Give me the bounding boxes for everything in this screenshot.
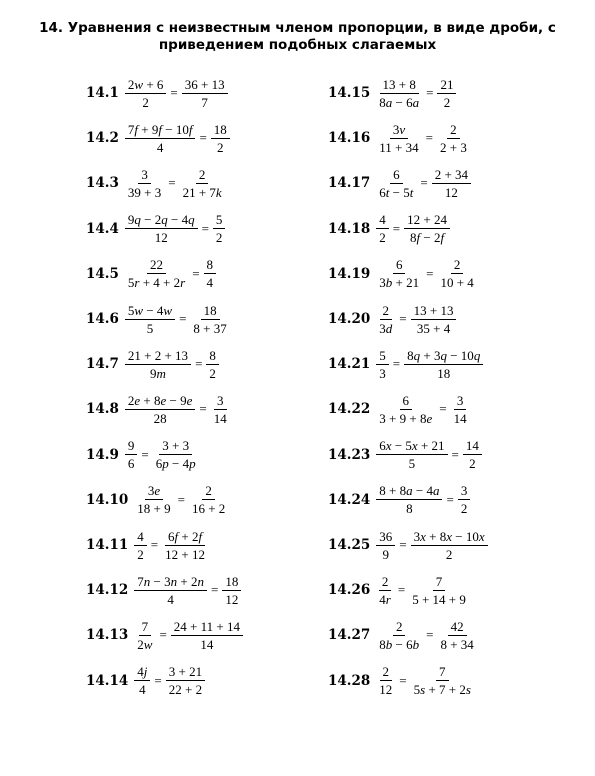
numerator: 14	[463, 437, 482, 455]
proportion-equation	[125, 76, 228, 111]
title-line-1: 14. Уравнения с неизвестным членом пропорции, в виде дроби, с	[39, 20, 556, 36]
problem-number: 14.15	[328, 85, 371, 101]
equals-sign: =	[192, 265, 200, 281]
problem-item	[328, 254, 477, 294]
problem-item	[328, 389, 470, 429]
numerator: 8q + 3q − 10q	[404, 347, 483, 365]
denominator: 12	[225, 591, 239, 607]
denominator: 10 + 4	[440, 275, 474, 291]
denominator: 4	[167, 591, 174, 607]
numerator: 3 + 21	[166, 663, 205, 681]
left-fraction	[376, 256, 422, 291]
equals-sign: =	[154, 672, 162, 688]
equals-sign: =	[168, 175, 176, 191]
denominator: 5s + 7 + 2s	[413, 682, 471, 698]
numerator: 5w − 4w	[125, 302, 175, 320]
denominator: 2	[460, 501, 468, 517]
proportion-equation	[376, 437, 482, 472]
equals-sign: =	[397, 582, 406, 598]
right-fraction	[404, 347, 483, 382]
proportion-equation	[134, 573, 241, 608]
numerator: 4j	[134, 663, 150, 681]
proportion-equation	[376, 302, 456, 337]
left-fraction	[125, 256, 188, 291]
numerator: 7	[433, 573, 446, 591]
denominator: 2	[445, 546, 453, 562]
problem-number: 14.1	[86, 85, 119, 101]
left-fraction	[134, 573, 207, 608]
problem-number: 14.19	[328, 265, 371, 282]
numerator: 7	[436, 663, 449, 681]
problem-number: 14.18	[328, 220, 371, 237]
equals-sign: =	[199, 130, 207, 146]
problem-item	[86, 118, 230, 158]
problem-item	[328, 163, 471, 203]
numerator: 2w + 6	[125, 76, 167, 94]
denominator: 14	[200, 636, 214, 652]
left-fraction	[125, 347, 191, 382]
numerator: 6x − 5x + 21	[376, 437, 447, 455]
numerator: 8	[206, 347, 219, 365]
problem-number: 14.17	[328, 175, 371, 192]
numerator: 2	[379, 573, 392, 591]
numerator: 18	[222, 573, 241, 591]
denominator: 8 + 37	[193, 320, 227, 336]
numerator: 2	[393, 618, 406, 636]
denominator: 5	[408, 456, 416, 472]
denominator: 2	[217, 139, 224, 155]
numerator: 4	[376, 211, 389, 229]
right-fraction	[437, 121, 470, 156]
denominator: 4r	[379, 591, 391, 607]
problem-number: 14.10	[86, 491, 129, 508]
proportion-equation	[376, 663, 474, 698]
problem-number: 14.26	[328, 582, 371, 599]
problem-item	[86, 209, 225, 249]
problem-item	[328, 615, 477, 655]
right-fraction	[206, 347, 219, 382]
numerator: 2	[380, 663, 393, 681]
proportion-equation	[125, 347, 219, 382]
left-fraction	[125, 302, 175, 337]
denominator: 2	[142, 94, 149, 110]
problem-number: 14.13	[86, 627, 129, 644]
equals-sign: =	[399, 311, 407, 326]
denominator: 12	[379, 682, 393, 698]
left-fraction	[125, 437, 138, 472]
problem-number: 14.2	[86, 130, 119, 147]
left-fraction	[376, 437, 447, 472]
right-fraction	[437, 76, 456, 111]
numerator: 21	[437, 76, 456, 94]
problem-item	[328, 435, 482, 475]
proportion-equation	[376, 166, 471, 201]
problem-item	[86, 299, 230, 339]
equals-sign: =	[392, 356, 401, 372]
numerator: 3	[454, 392, 467, 410]
denominator: 14	[213, 410, 227, 426]
problem-item	[328, 570, 469, 610]
problem-item	[86, 254, 216, 294]
proportion-equation	[134, 618, 243, 653]
problem-number: 14.23	[328, 446, 371, 463]
problem-item	[328, 344, 483, 384]
left-fraction	[376, 121, 421, 156]
problem-item	[86, 73, 228, 113]
denominator: 7	[201, 94, 208, 110]
problem-item	[86, 344, 219, 384]
denominator: 9m	[150, 365, 166, 381]
denominator: 8 + 34	[440, 636, 474, 652]
denominator: 2	[209, 365, 216, 381]
denominator: 12	[154, 230, 168, 246]
right-fraction	[463, 437, 482, 472]
denominator: 4	[139, 682, 146, 698]
problem-item	[328, 480, 470, 520]
right-fraction	[409, 573, 469, 608]
problem-number: 14.20	[328, 311, 371, 327]
proportion-equation	[125, 211, 226, 246]
denominator: 12	[444, 184, 458, 200]
equals-sign: =	[195, 356, 203, 372]
problem-item	[86, 163, 225, 203]
denominator: 5	[146, 320, 154, 336]
equals-sign: =	[141, 446, 149, 462]
denominator: 4	[156, 139, 164, 155]
problem-number: 14.9	[86, 446, 119, 463]
numerator: 5	[213, 211, 226, 229]
problem-item	[328, 118, 470, 158]
title-line-2: приведением подобных слагаемых	[158, 37, 437, 53]
denominator: 8f − 2f	[410, 230, 445, 246]
problem-number: 14.28	[328, 672, 371, 689]
numerator: 2	[196, 166, 209, 184]
proportion-equation	[125, 302, 230, 337]
denominator: 18	[437, 365, 451, 381]
left-fraction	[134, 663, 150, 698]
denominator: 6p − 4p	[155, 456, 196, 472]
numerator: 13 + 8	[380, 76, 419, 94]
right-fraction	[411, 663, 474, 698]
equals-sign: =	[425, 130, 433, 146]
right-fraction	[437, 618, 476, 653]
right-fraction	[404, 211, 450, 246]
proportion-equation	[125, 256, 216, 291]
numerator: 7	[139, 618, 152, 636]
right-fraction	[411, 302, 457, 337]
proportion-equation	[376, 482, 470, 517]
numerator: 3 + 3	[159, 437, 192, 455]
problem-number: 14.12	[86, 582, 129, 599]
problem-item	[86, 389, 230, 429]
numerator: 36 + 13	[182, 76, 228, 94]
right-fraction	[162, 528, 208, 563]
problem-item	[86, 570, 241, 610]
left-fraction	[376, 76, 422, 111]
problem-item	[86, 435, 199, 475]
denominator: 9	[382, 546, 390, 562]
left-fraction	[376, 663, 395, 698]
numerator: 2	[451, 256, 464, 274]
left-fraction	[376, 618, 422, 653]
left-fraction	[125, 166, 164, 201]
denominator: 8b − 6b	[379, 636, 420, 652]
denominator: 39 + 3	[127, 184, 162, 200]
left-fraction	[376, 392, 435, 427]
numerator: 3e	[145, 482, 163, 500]
problem-number: 14.8	[86, 401, 119, 418]
numerator: 7n − 3n + 2n	[134, 573, 207, 591]
proportion-equation	[125, 121, 230, 156]
problem-number: 14.11	[86, 537, 129, 553]
proportion-equation	[376, 347, 483, 382]
left-fraction	[125, 76, 167, 111]
denominator: 8a − 6a	[379, 94, 420, 110]
equals-sign: =	[179, 311, 187, 326]
right-fraction	[222, 573, 241, 608]
problem-item	[328, 209, 450, 249]
proportion-equation	[376, 392, 469, 427]
left-fraction	[125, 211, 198, 246]
numerator: 2e + 8e − 9e	[125, 392, 196, 410]
numerator: 7f + 9f − 10f	[125, 121, 196, 139]
equals-sign: =	[399, 537, 407, 552]
right-fraction	[458, 482, 471, 517]
denominator: 4	[206, 275, 214, 291]
right-fraction	[189, 482, 228, 517]
numerator: 2	[447, 121, 460, 139]
problem-item	[86, 661, 205, 701]
problem-item	[328, 73, 456, 113]
right-fraction	[180, 166, 225, 201]
right-fraction	[211, 392, 230, 427]
numerator: 3	[458, 482, 471, 500]
problem-item	[86, 525, 208, 565]
numerator: 21 + 2 + 13	[125, 347, 191, 365]
problem-number: 14.21	[328, 356, 371, 373]
numerator: 8 + 8a − 4a	[376, 482, 442, 500]
numerator: 6f + 2f	[165, 528, 205, 546]
equals-sign: =	[177, 491, 185, 507]
denominator: 2	[137, 546, 144, 562]
numerator: 6	[390, 166, 403, 184]
numerator: 2	[202, 482, 215, 500]
proportion-equation	[376, 528, 487, 563]
numerator: 12 + 24	[404, 211, 450, 229]
left-fraction	[376, 482, 442, 517]
denominator: 21 + 7k	[182, 184, 222, 200]
page-title	[0, 20, 595, 54]
problem-item	[86, 480, 228, 520]
left-fraction	[134, 482, 173, 517]
numerator: 24 + 11 + 14	[171, 618, 243, 636]
problem-number: 14.6	[86, 311, 119, 327]
problem-number: 14.3	[86, 175, 119, 192]
proportion-equation	[376, 76, 456, 111]
right-fraction	[437, 256, 476, 291]
denominator: 18 + 9	[137, 501, 171, 517]
problem-number: 14.7	[86, 356, 119, 373]
denominator: 3d	[379, 320, 393, 336]
left-fraction	[376, 347, 389, 382]
numerator: 9q − 2q − 4q	[125, 211, 198, 229]
problem-number: 14.24	[328, 491, 371, 508]
denominator: 2	[215, 230, 223, 246]
left-fraction	[376, 211, 389, 246]
equals-sign: =	[420, 175, 428, 191]
denominator: 2 + 3	[439, 139, 467, 155]
numerator: 6	[393, 256, 406, 274]
proportion-equation	[125, 166, 225, 201]
numerator: 9	[125, 437, 138, 455]
left-fraction	[134, 528, 147, 563]
equals-sign: =	[399, 672, 407, 688]
proportion-equation	[376, 121, 470, 156]
equals-sign: =	[159, 627, 167, 643]
problem-number: 14.27	[328, 627, 371, 644]
equals-sign: =	[426, 627, 434, 643]
denominator: 28	[153, 410, 167, 426]
numerator: 6	[400, 392, 413, 410]
proportion-equation	[134, 528, 208, 563]
denominator: 3b + 21	[379, 275, 420, 291]
right-fraction	[211, 121, 230, 156]
problem-item	[86, 615, 243, 655]
denominator: 2	[379, 230, 386, 246]
equals-sign: =	[392, 220, 401, 236]
proportion-equation	[376, 211, 450, 246]
problem-item	[328, 299, 456, 339]
right-fraction	[190, 302, 229, 337]
equals-sign: =	[426, 265, 434, 281]
numerator: 3	[214, 392, 227, 410]
equals-sign: =	[170, 85, 178, 100]
problem-item	[328, 661, 474, 701]
denominator: 3 + 9 + 8e	[379, 410, 433, 426]
denominator: 5 + 14 + 9	[412, 591, 466, 607]
numerator: 18	[201, 302, 220, 320]
denominator: 12 + 12	[165, 546, 205, 562]
proportion-equation	[125, 392, 230, 427]
denominator: 8	[406, 501, 413, 517]
equals-sign: =	[426, 85, 434, 100]
problem-number: 14.14	[86, 672, 129, 689]
problem-number: 14.16	[328, 130, 371, 147]
proportion-equation	[376, 573, 469, 608]
right-fraction	[204, 256, 217, 291]
problem-number: 14.5	[86, 265, 119, 282]
left-fraction	[376, 528, 395, 563]
problem-number: 14.25	[328, 537, 371, 553]
proportion-equation	[376, 256, 477, 291]
numerator: 18	[211, 121, 230, 139]
denominator: 6t − 5t	[379, 184, 414, 200]
equals-sign: =	[199, 401, 207, 417]
denominator: 2	[443, 94, 451, 110]
left-fraction	[376, 573, 394, 608]
numerator: 2 + 34	[432, 166, 471, 184]
denominator: 14	[453, 410, 467, 426]
numerator: 4	[134, 528, 147, 546]
equals-sign: =	[439, 401, 447, 417]
equals-sign: =	[451, 446, 459, 462]
equals-sign: =	[201, 220, 209, 236]
denominator: 5r + 4 + 2r	[127, 275, 186, 291]
numerator: 2	[380, 302, 393, 320]
left-fraction	[125, 392, 196, 427]
left-fraction	[125, 121, 196, 156]
problem-number: 14.4	[86, 220, 119, 237]
problem-number: 14.22	[328, 401, 371, 418]
numerator: 5	[376, 347, 389, 365]
left-fraction	[376, 166, 416, 201]
right-fraction	[213, 211, 226, 246]
numerator: 13 + 13	[411, 302, 457, 320]
denominator: 11 + 34	[379, 139, 419, 155]
problem-item	[328, 525, 488, 565]
left-fraction	[376, 302, 395, 337]
left-fraction	[134, 618, 155, 653]
right-fraction	[153, 437, 199, 472]
numerator: 8	[204, 256, 217, 274]
right-fraction	[451, 392, 470, 427]
right-fraction	[411, 528, 488, 563]
denominator: 35 + 4	[416, 320, 451, 336]
proportion-equation	[134, 482, 228, 517]
right-fraction	[171, 618, 243, 653]
numerator: 3v	[390, 121, 408, 139]
numerator: 42	[448, 618, 467, 636]
numerator: 36	[376, 528, 395, 546]
equals-sign: =	[210, 582, 219, 598]
denominator: 2w	[137, 636, 153, 652]
right-fraction	[166, 663, 205, 698]
denominator: 3	[379, 365, 386, 381]
numerator: 3	[138, 166, 151, 184]
equals-sign: =	[150, 537, 159, 552]
right-fraction	[182, 76, 228, 111]
proportion-equation	[376, 618, 477, 653]
numerator: 22	[147, 256, 166, 274]
denominator: 16 + 2	[191, 501, 226, 517]
numerator: 3x + 8x − 10x	[411, 528, 488, 546]
denominator: 2	[469, 456, 476, 472]
denominator: 22 + 2	[168, 682, 203, 698]
denominator: 6	[127, 456, 135, 472]
right-fraction	[432, 166, 471, 201]
proportion-equation	[125, 437, 199, 472]
proportion-equation	[134, 663, 205, 698]
equals-sign: =	[446, 491, 454, 507]
